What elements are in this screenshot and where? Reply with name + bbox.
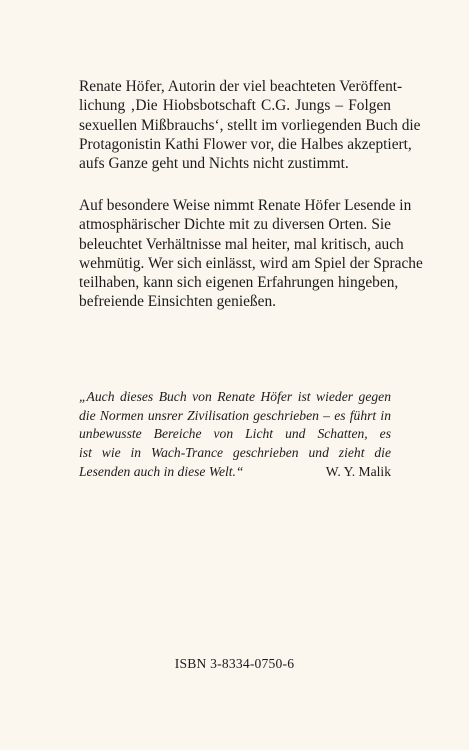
isbn-number: ISBN 3-8334-0750-6 (174, 656, 295, 671)
blurb-line: wehmütig. Wer sich einlässt, wird am Spiel der Sprache (79, 254, 423, 272)
blurb-line: Protagonistin Kathi Flower vor, die Halbes akzeptiert, (79, 135, 412, 153)
blurb-paragraph-1 (79, 77, 421, 173)
blurb-line: sexuellen Mißbrauchs‘, stellt im vorliegenden Buch die (79, 116, 421, 134)
quote-line: ist wie in Wach-Trance geschrieben und zieht die (79, 445, 391, 461)
blurb-paragraph-2 (79, 196, 423, 312)
blurb-line: Auf besondere Weise nimmt Renate Höfer Lesende in (79, 197, 412, 214)
quote-line: „Auch dieses Buch von Renate Höfer ist wieder gegen (79, 389, 391, 404)
quote-author: W. Y. Malik (325, 463, 391, 479)
blurb-line: befreiende Einsichten genießen. (79, 293, 276, 311)
quote-line: Lesenden auch in diese Welt.“ (79, 463, 244, 479)
blurb-line: beleuchtet Verhältnisse mal heiter, mal kritisch, auch (79, 235, 404, 253)
blurb-line: lichung ‚Die Hiobsbotschaft C.G. Jungs – Folgen (79, 97, 391, 115)
quote-line: unbewusste Bereiche von Licht und Schatten, es (79, 426, 391, 442)
quote-last-row (79, 463, 391, 482)
blurb-line: aufs Ganze geht und Nichts nicht zustimmt. (79, 155, 349, 173)
blurb-line: atmosphärischer Dichte mit zu diversen Orten. Sie (79, 216, 391, 234)
blurb-line: Renate Höfer, Autorin der viel beachteten Veröffent- (79, 78, 403, 95)
review-quote (79, 388, 391, 482)
quote-line: die Normen unsrer Zivilisation geschrieben – es führt in (79, 407, 391, 423)
blurb-line: teilhaben, kann sich eigenen Erfahrungen hingeben, (79, 274, 399, 292)
